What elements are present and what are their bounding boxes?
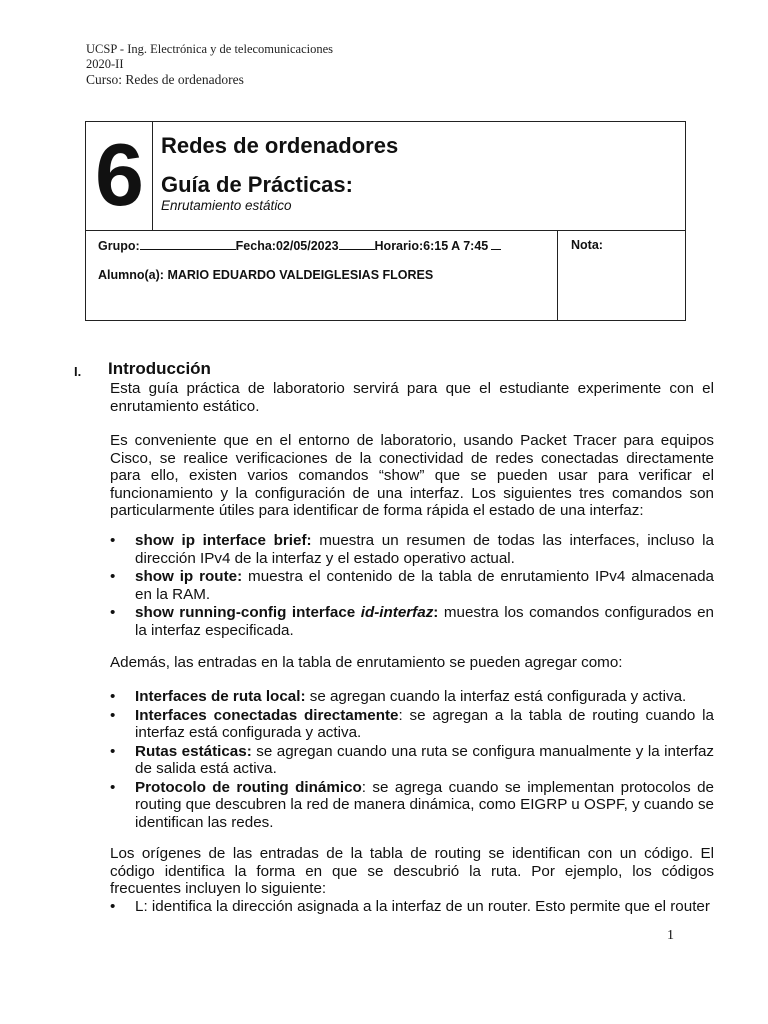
guide-number-cell [86, 122, 153, 231]
course-title: Redes de ordenadores [161, 133, 399, 158]
bullet-icon: • [110, 688, 116, 705]
title-box [85, 121, 686, 321]
intro-paragraph-2: Es conveniente que en el entorno de laboratorio, usando Packet Tracer para equipos Cisco, se realice verificaciones de la conectividad de redes conectadas directamente para ello, existen varios comandos “show” que se pueden usar para verificar el funcionamiento y la configuración de una interfaz. Los siguientes tres comandos son particularmente útiles para identificar de forma rápida el estado de una interfaz: [110, 432, 714, 519]
list-item: • L: identifica la dirección asignada a la interfaz de un router. Esto permite que el router [110, 898, 710, 915]
box-divider-horizontal [86, 230, 685, 231]
list-item: • Rutas estáticas: se agregan cuando una ruta se configura manualmente y la interfaz de salida está activa. [110, 742, 714, 777]
list-item: • Interfaces de ruta local: se agregan cuando la interfaz está configurada y activa. [110, 688, 687, 705]
bullet-icon: • [110, 778, 116, 796]
list-item: • show ip route: muestra el contenido de la tabla de enrutamiento IPv4 almacenada en la RAM. [110, 568, 714, 603]
section-number: I. [74, 364, 82, 379]
student-row [98, 268, 433, 282]
intro-paragraph-3: Además, las entradas en la tabla de enrutamiento se pueden agregar como: [110, 654, 623, 671]
guide-topic: Enrutamiento estático [161, 198, 292, 213]
alumno-name: MARIO EDUARDO VALDEIGLESIAS FLORES [167, 268, 434, 282]
list-item: • Protocolo de routing dinámico: se agrega cuando se implementan protocolos de routing que descubren la red de manera dinámica, como EIGRP u OSPF, y cuando se identifican las redes. [110, 778, 715, 831]
grupo-blank [140, 238, 236, 250]
bullet-icon: • [110, 742, 116, 760]
grupo-label: Grupo: [98, 239, 140, 253]
bullet-icon: • [110, 604, 116, 621]
bullet-icon: • [110, 532, 116, 549]
horario-blank [491, 238, 501, 250]
list-item: • show ip interface brief: muestra un resumen de todas las interfaces, incluso la dirección IPv4 de la interfaz y el estado operativo actual. [110, 532, 714, 567]
bullet-icon: • [110, 898, 116, 915]
info-row [98, 238, 501, 253]
horario-label: Horario:6:15 A 7:45 [374, 239, 489, 253]
section-title: Introducción [108, 359, 211, 378]
list-item: • show running-config interface id-interfaz: muestra los comandos configurados en la interfaz especificada. [110, 604, 714, 639]
codes-list [110, 898, 714, 917]
fecha-label: Fecha:02/05/2023 [235, 239, 339, 253]
routing-entries-list [110, 688, 714, 832]
intro-paragraph-1: Esta guía práctica de laboratorio servirá para que el estudiante experimente con el enrutamiento estático. [110, 380, 714, 415]
bullet-icon: • [110, 568, 116, 585]
box-divider-vertical [557, 230, 558, 321]
nota-label: Nota: [571, 238, 603, 252]
commands-list [110, 532, 714, 640]
intro-paragraph-4: Los orígenes de las entradas de la tabla de routing se identifican con un código. El código identifica la forma en que se descubrió la ruta. Por ejemplo, los códigos frecuentes incluyen lo siguiente: [110, 845, 714, 897]
page-number: 1 [667, 928, 674, 943]
bullet-icon: • [110, 706, 116, 724]
fecha-blank [339, 238, 375, 250]
list-item: • Interfaces conectadas directamente: se agregan a la tabla de routing cuando la interfaz está configurada y activa. [110, 706, 714, 741]
header-semester: 2020-II [86, 57, 124, 71]
header-course: Curso: Redes de ordenadores [86, 72, 244, 87]
alumno-label: Alumno(a): [98, 268, 164, 282]
guide-title: Guía de Prácticas: [161, 172, 353, 197]
header-university: UCSP - Ing. Electrónica y de telecomunicaciones [86, 42, 334, 56]
guide-number: 6 [95, 125, 144, 224]
